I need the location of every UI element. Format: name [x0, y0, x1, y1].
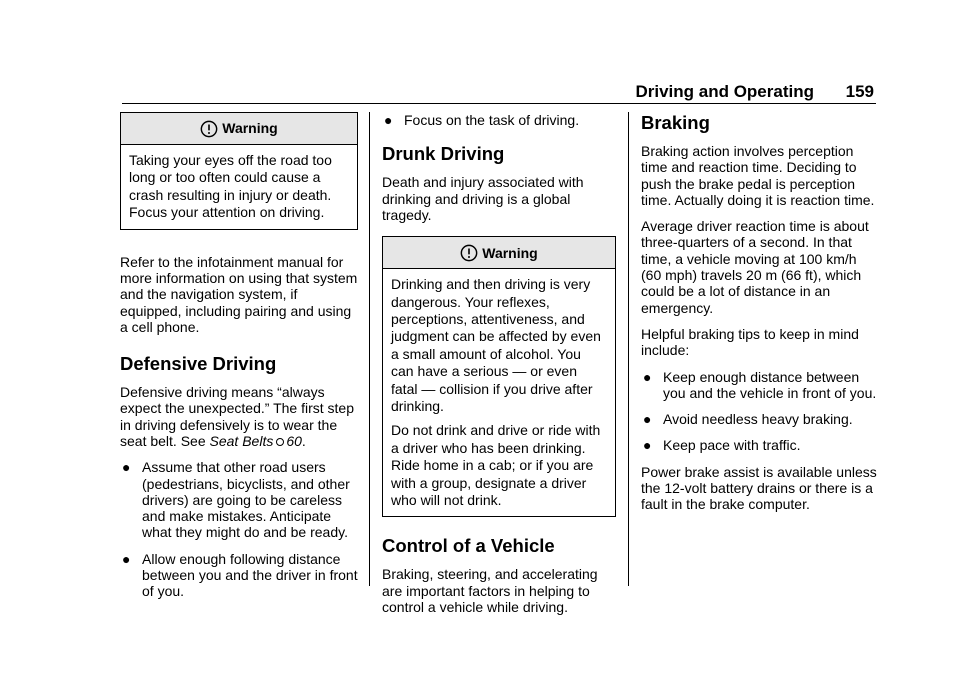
- list-item: [641, 437, 877, 453]
- page-header: [122, 82, 876, 104]
- list-item-text: Avoid needless heavy braking.: [663, 411, 853, 428]
- section-title: Driving and Operating: [635, 82, 814, 101]
- column-3: [641, 112, 877, 513]
- list-item-text: Keep enough distance between you and the vehicle in front of you.: [663, 368, 877, 401]
- list-item: [641, 411, 877, 427]
- seat-belts-link[interactable]: Seat Belts: [209, 433, 274, 449]
- list-item: [120, 551, 358, 600]
- list-item-text: Allow enough following distance between you and the driver in front of you.: [142, 550, 358, 600]
- column-divider: [628, 112, 629, 586]
- bullet-icon: ●: [122, 550, 131, 567]
- drunk-driving-paragraph: Death and injury associated with drinking and driving is a global tragedy.: [382, 174, 584, 223]
- list-item: [120, 459, 358, 540]
- warning-box: [382, 236, 616, 517]
- paragraph-text: Defensive driving means “always expect the unexpected.” The first step in driving defensively is to wear the seat belt. See: [120, 384, 354, 449]
- warning-box: [120, 112, 358, 230]
- section-heading-drunk-driving: Drunk Driving: [382, 143, 505, 165]
- warning-icon: [460, 244, 478, 262]
- braking-paragraph-1: Braking action involves perception time and reaction time. Deciding to push the brake pedal is perception time. Actually doing it is reaction time.: [641, 143, 875, 208]
- paragraph-text: .: [301, 433, 306, 449]
- column-divider: [369, 112, 370, 586]
- warning-body: [121, 145, 357, 229]
- section-heading-braking: Braking: [641, 112, 710, 133]
- infotainment-paragraph: Refer to the infotainment manual for more information on using that system and the navigation system, if equipped, including pairing and using a cell phone.: [120, 253, 358, 335]
- warning-header: [121, 113, 357, 145]
- defensive-driving-paragraph: [120, 384, 358, 449]
- column-1: [120, 112, 358, 600]
- list-item: [641, 369, 877, 402]
- braking-paragraph-3: Helpful braking tips to keep in mind include:: [641, 325, 859, 359]
- section-heading-defensive-driving: Defensive Driving: [120, 353, 277, 375]
- bullet-icon: ●: [643, 411, 652, 428]
- bullet-icon: ●: [122, 459, 131, 476]
- page-reference-icon: [276, 438, 284, 446]
- warning-text: Drinking and then driving is very dangerous. Your reflexes, perceptions, attentiveness, and judgment can be affected by even a small amount of alcohol. You can have a serious — or even fatal — collision if you drive after drinking.: [391, 276, 601, 415]
- braking-paragraph-2: Average driver reaction time is about three-quarters of a second. In that time, a vehicle moving at 100 km/h (60 mph) travels 20 m (66 ft), which could be a lot of distance in an emergency.: [641, 218, 869, 316]
- list-item: [382, 112, 616, 128]
- warning-text: Taking your eyes off the road too long or too often could cause a crash resulting in injury or death. Focus your attention on driving.: [129, 152, 332, 221]
- bullet-icon: ●: [643, 368, 652, 385]
- column-2: [382, 112, 616, 615]
- warning-label: Warning: [222, 120, 278, 137]
- section-heading-control-of-vehicle: Control of a Vehicle: [382, 535, 555, 557]
- bullet-icon: ●: [384, 112, 393, 128]
- list-item-text: Focus on the task of driving.: [404, 112, 580, 128]
- braking-paragraph-4: Power brake assist is available unless the 12-volt battery drains or there is a fault in the brake computer.: [641, 463, 877, 513]
- warning-label: Warning: [482, 244, 538, 261]
- list-item-text: Assume that other road users (pedestrians, bicyclists, and other drivers) are going to be careless and make mistakes. Anticipate what they might do and be ready.: [142, 459, 350, 541]
- warning-icon: [200, 120, 218, 138]
- page-number: 159: [845, 82, 874, 101]
- list-item-text: Keep pace with traffic.: [663, 437, 801, 454]
- warning-text: Do not drink and drive or ride with a driver who has been drinking. Ride home in a cab; or if you are with a group, designate a driver who will not drink.: [391, 422, 601, 509]
- warning-header: [383, 237, 615, 269]
- control-paragraph: Braking, steering, and accelerating are important factors in helping to control a vehicle while driving.: [382, 566, 598, 616]
- seat-belts-page-ref[interactable]: 60: [286, 433, 302, 449]
- bullet-icon: ●: [643, 437, 652, 454]
- warning-body: [383, 269, 615, 516]
